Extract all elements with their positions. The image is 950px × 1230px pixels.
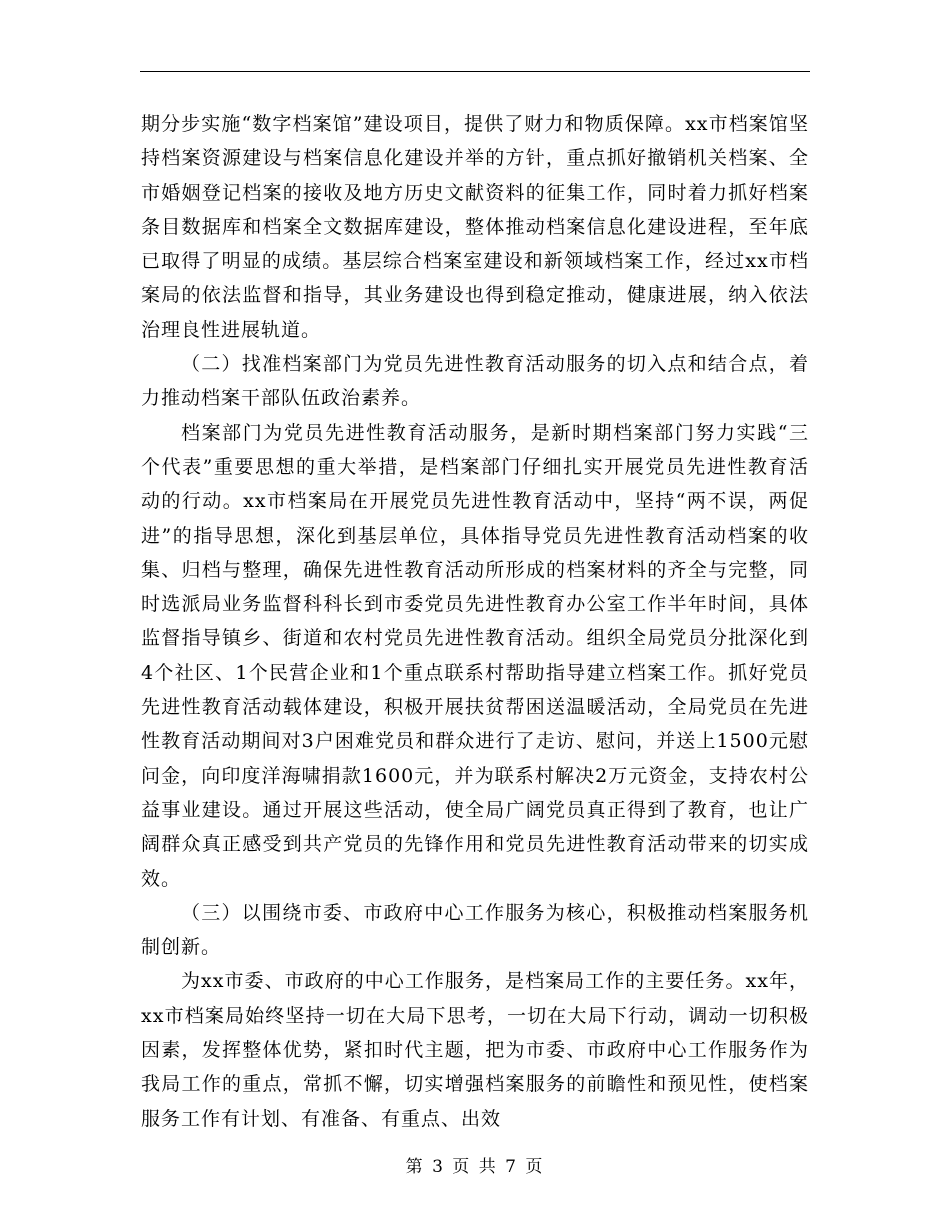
- document-body: [141, 107, 809, 1136]
- paragraph-continuation: 期分步实施“数字档案馆”建设项目，提供了财力和物质保障。xx市档案馆坚持档案资源建设与档案信息化建设并举的方针，重点抓好撤销机关档案、全市婚姻登记档案的接收及地方历史文献资料的征集工作，同时着力抓好档案条目数据库和档案全文数据库建设，整体推动档案信息化建设进程，至年底已取得了明显的成绩。基层综合档案室建设和新领域档案工作，经过xx市档案局的依法监督和指导，其业务建设也得到稳定推动，健康进展，纳入依法治理良性进展轨道。: [141, 113, 809, 341]
- paragraph-body: 档案部门为党员先进性教育活动服务，是新时期档案部门努力实践“三个代表”重要思想的重大举措，是档案部门仔细扎实开展党员先进性教育活动的行动。xx市档案局在开展党员先进性教育活动中，坚持“两不误，两促进”的指导思想，深化到基层单位，具体指导党员先进性教育活动档案的收集、归档与整理，确保先进性教育活动所形成的档案材料的齐全与完整，同时选派局业务监督科科长到市委党员先进性教育办公室工作半年时间，具体监督指导镇乡、街道和农村党员先进性教育活动。组织全局党员分批深化到4个社区、1个民营企业和1个重点联系村帮助指导建立档案工作。抓好党员先进性教育活动载体建设，积极开展扶贫帮困送温暖活动，全局党员在先进性教育活动期间对3户困难党员和群众进行了走访、慰问，并送上1500元慰问金，向印度洋海啸捐款1600元，并为联系村解决2万元资金，支持农村公益事业建设。通过开展这些活动，使全局广阔党员真正得到了教育，也让广阔群众真正感受到共产党员的先锋作用和党员先进性教育活动带来的切实成效。: [141, 421, 809, 890]
- header-rule: [140, 71, 810, 72]
- section-heading-3: （三）以围绕市委、市政府中心工作服务为核心，积极推动档案服务机制创新。: [141, 901, 809, 959]
- paragraph-body: 为xx市委、市政府的中心工作服务，是档案局工作的主要任务。xx年，xx市档案局始终坚持一切在大局下思考，一切在大局下行动，调动一切积极因素，发挥整体优势，紧扣时代主题，把为市委、市政府中心工作服务作为我局工作的重点，常抓不懈，切实增强档案服务的前瞻性和预见性，使档案服务工作有计划、有准备、有重点、出效: [141, 970, 809, 1130]
- section-heading-2: （二）找准档案部门为党员先进性教育活动服务的切入点和结合点，着力推动档案干部队伍政治素养。: [141, 353, 809, 410]
- page-number-footer: 第 3 页 共 7 页: [405, 1157, 545, 1177]
